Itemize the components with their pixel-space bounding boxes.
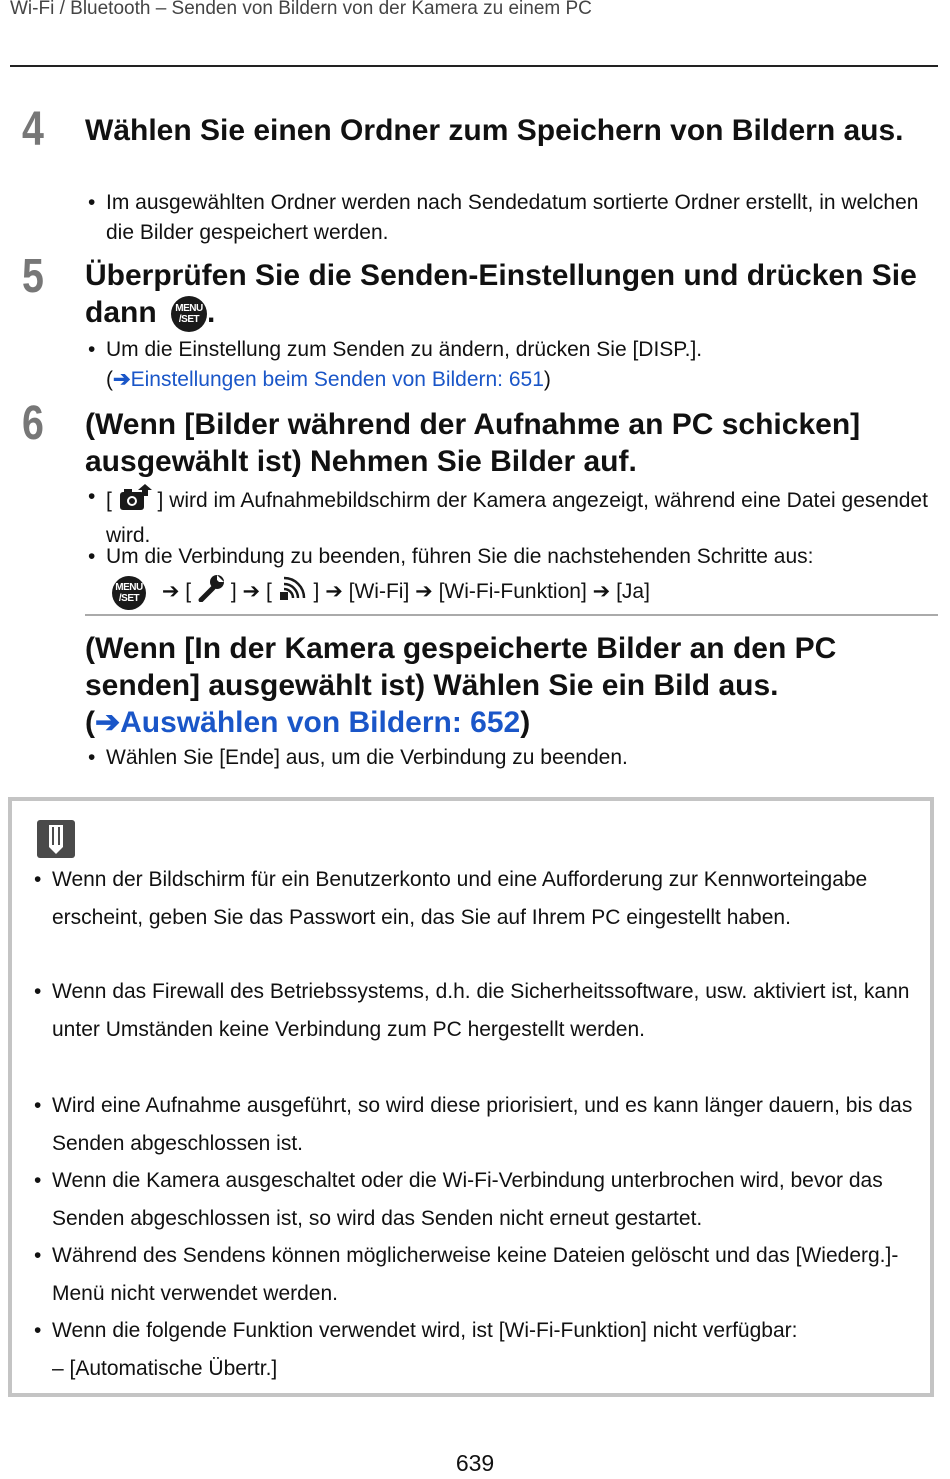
- step-number: 5: [22, 250, 44, 303]
- select-images-link[interactable]: Auswählen von Bildern: 652: [120, 706, 521, 739]
- step-5-bullet: [88, 335, 940, 395]
- bullet-text: ] wird im Aufnahmebildschirm der Kamera angezeigt, während eine Datei gesendet wird.: [106, 489, 928, 547]
- bullet-text: Um die Verbindung zu beenden, führen Sie die nachstehenden Schritte aus:: [106, 545, 814, 568]
- yes-menu-item: [Ja]: [616, 580, 650, 604]
- bracket-close: ]: [313, 580, 320, 604]
- alternative-title-text: (Wenn [In der Kamera gespeicherte Bilder an den PC senden] ausgewählt ist) Wählen Sie ein Bild aus.: [85, 632, 837, 702]
- right-arrow-icon: ➔: [325, 580, 343, 604]
- bullet-text: Um die Einstellung zum Senden zu ändern, drücken Sie [DISP.].: [106, 338, 703, 361]
- right-arrow-icon: ➔: [113, 368, 131, 391]
- right-arrow-icon: ➔: [592, 580, 611, 604]
- note-item: • Wird eine Aufnahme ausgeführt, so wird diese priorisiert, und es kann länger dauern, bis das Senden abgeschlossen ist.: [34, 1087, 920, 1162]
- note-item: • Wenn das Firewall des Betriebssystems, d.h. die Sicherheitssoftware, usw. aktiviert ist, kann unter Umständen keine Verbindung zum PC hergestellt werden.: [34, 973, 920, 1048]
- link-close: ): [543, 368, 551, 391]
- step-6-bullet-2: [88, 542, 940, 611]
- notes-box: [8, 797, 934, 1397]
- step-number: 6: [22, 397, 44, 450]
- right-arrow-icon: ➔: [242, 580, 261, 604]
- step-title-end: .: [207, 296, 216, 329]
- wifi-function-menu-item: [Wi-Fi-Funktion]: [438, 580, 587, 604]
- menu-label: MENU: [115, 581, 143, 593]
- page-header: Wi-Fi / Bluetooth – Senden von Bildern von der Kamera zu einem PC: [10, 0, 592, 19]
- memo-note-icon: [36, 819, 76, 864]
- menu-set-button-icon: [171, 296, 207, 332]
- header-divider: [10, 65, 938, 67]
- menu-set-button-icon: [112, 576, 146, 610]
- settings-link[interactable]: Einstellungen beim Senden von Bildern: 651: [130, 368, 544, 391]
- wifi-menu-item: [Wi-Fi]: [348, 580, 410, 604]
- step-number: 4: [22, 103, 44, 156]
- link-open: (: [106, 368, 113, 391]
- wireless-icon: [278, 574, 308, 611]
- note-item: • Wenn die Kamera ausgeschaltet oder die Wi-Fi-Verbindung unterbrochen wird, bevor das Senden abgeschlossen ist, so wird das Senden nicht erneut gestartet.: [34, 1162, 920, 1237]
- bracket-open: [: [106, 489, 112, 513]
- wrench-setup-icon: [197, 574, 225, 611]
- step-title-text: Überprüfen Sie die Senden-Einstellungen und drücken Sie dann: [85, 259, 917, 329]
- link-close: ): [520, 706, 531, 739]
- note-item: • Wenn der Bildschirm für ein Benutzerkonto und eine Aufforderung zur Kennworteingabe erscheint, geben Sie das Passwort ein, das Sie auf Ihrem PC eingestellt haben.: [34, 861, 920, 936]
- bracket-open: [: [185, 580, 192, 604]
- right-arrow-icon: ➔: [415, 580, 433, 604]
- note-item: [34, 1312, 920, 1387]
- set-label: /SET: [178, 314, 200, 326]
- bracket-open: [: [265, 580, 272, 604]
- step-6-bullet-1: [88, 482, 940, 551]
- page-number: 639: [455, 1450, 495, 1476]
- link-open: (: [85, 706, 95, 739]
- step-title: [85, 257, 926, 332]
- set-label: /SET: [118, 592, 140, 604]
- step-title: Wählen Sie einen Ordner zum Speichern von Bildern aus.: [85, 114, 904, 147]
- right-arrow-icon: ➔: [95, 706, 121, 739]
- send-transfer-icon: [118, 482, 152, 521]
- note-item: • Während des Sendens können möglicherweise keine Dateien gelöscht und das [Wiederg.]-Menü nicht verwendet werden.: [34, 1237, 920, 1312]
- alternative-title: [85, 630, 936, 741]
- step-title: (Wenn [Bilder während der Aufnahme an PC schicken] ausgewählt ist) Nehmen Sie Bilder auf.: [85, 408, 861, 478]
- note-subitem: – [Automatische Übertr.]: [52, 1356, 278, 1380]
- right-arrow-icon: ➔: [161, 580, 180, 604]
- bracket-close: ]: [230, 580, 237, 604]
- note-text: Wenn die folgende Funktion verwendet wird, ist [Wi-Fi-Funktion] nicht verfügbar:: [52, 1319, 798, 1342]
- step-4-bullet: • Im ausgewählten Ordner werden nach Sendedatum sortierte Ordner erstellt, in welchen die Bilder gespeichert werden.: [88, 188, 940, 248]
- menu-label: MENU: [175, 303, 203, 315]
- alternative-bullet: • Wählen Sie [Ende] aus, um die Verbindung zu beenden.: [88, 743, 940, 773]
- section-divider: [85, 614, 938, 616]
